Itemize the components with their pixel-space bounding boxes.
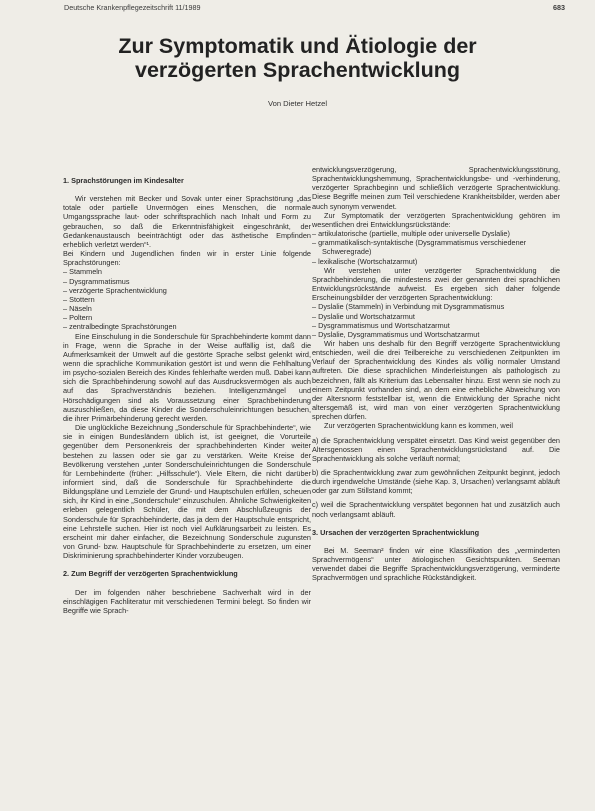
running-head bbox=[64, 3, 565, 15]
list-item: – zentralbedingte Sprachstörungen bbox=[63, 322, 311, 331]
right-column bbox=[312, 165, 560, 583]
list-item: – verzögerte Sprachentwicklung bbox=[63, 286, 311, 295]
section-3-heading: 3. Ursachen der verzögerten Sprachentwicklung bbox=[312, 527, 480, 537]
list-item: – lexikalische (Wortschatzarmut) bbox=[312, 257, 560, 266]
list-item: – artikulatorische (partielle, multiple oder universelle Dyslalie) bbox=[312, 229, 560, 238]
list-item: – Stottern bbox=[63, 295, 311, 304]
list-item: – Dysgrammatismus bbox=[63, 277, 311, 286]
author-byline: Von Dieter Hetzel bbox=[267, 99, 328, 108]
list-item-c: c) weil die Sprachentwicklung verspätet begonnen hat und zusätzlich auch noch verlangsamt abläuft. bbox=[312, 500, 560, 519]
paragraph: Zur verzögerten Sprachentwicklung kann es kommen, weil bbox=[324, 421, 513, 431]
paragraph: Eine Einschulung in die Sonderschule für Sprachbehinderte kommt dann in Frage, wenn die Sprache in der Weise auffällig ist, daß die Aufmerksamkeit der Umwelt auf die gestörte Sprache selbst gelenkt wird, wenn die sprachliche Kommunikation gestört ist und wenn die Fehlhaltung im psycho-sozialen Bereich des Kindes fehlerhafte werden muß. Dabei kann sich die Sprachbehinderung sowohl auf das Ausdrucksvermögen als auch auf das Sprachverständnis beziehen. Intelligenzmängel und Hörschädigungen sind als Voraussetzung einer Sprachbehinderung auszuschließen, da diese Kinder die Sonderschuleinrichtungen besuchen, die ihrer Primärbehinderung gerecht werden. bbox=[63, 331, 311, 423]
title-line-2: verzögerten Sprachentwicklung bbox=[135, 58, 460, 82]
manifestation-list bbox=[312, 302, 560, 339]
article-title bbox=[0, 34, 595, 82]
paragraph: Wir haben uns deshalb für den Begriff verzögerte Sprachentwicklung entschieden, weil die drei Teilbereiche zu verschiedenen Zeitpunkten im Verlauf der Sprachentwicklung des Kindes als völlig normaler Umstand auftreten. Die diese sprachlichen Minderleistungen als pathologisch zu bezeichnen, fällt als Kriterium das Lebensalter hinzu. Erst wenn sie noch zu einem Zeitpunkt vorhanden sind, an dem eine erhebliche Abweichung von der Altersnorm feststellbar ist, wenn die Entwicklung der Sprache nicht altersgemäß ist, wird man von einer verzögerten Sprachentwicklung sprechen dürfen. bbox=[312, 338, 560, 422]
list-item: – Poltern bbox=[63, 313, 311, 322]
symptom-list bbox=[312, 229, 560, 266]
paragraph: Die unglückliche Bezeichnung „Sonderschule für Sprachbehinderte“, wie sie in einigen Bundesländern üblich ist, ist geeignet, die Vorurteile gegenüber dem Personenkreis der sprachbehinderten Kinder weiter bestehen zu lassen oder sie gar zu verstärken. Weite Kreise der Bevölkerung verstehen „unter Sonderschuleinrichtungen die Sonderschule für Lernbehinderte (früher: „Hilfsschule“). Viele Eltern, die nicht darüber informiert sind, daß die Sonderschule für Sprachbehinderte die Bildungspläne und Lernziele der Grund- und Hauptschulen erfüllen, scheuen sich, ihr Kind in eine „Sonderschule“ einzuschulen. Ähnliche Schwierigkeiten erleben gelegentlich Schüler, die mit dem Abschlußzeugnis der Sonderschule für Sprachbehinderte, das ja dem der Hauptschule entspricht, eine Lehrstelle suchen. Hier ist noch viel Aufklärungsarbeit zu leisten. Es erscheint mir daher einfacher, die Bezeichnung Sonderschule zugunsten von Grund- bzw. Hauptschule für Sprachbehinderte zu ersetzen, um einer Diskriminierung sprachbehinderter Kinder vorzubeugen. bbox=[63, 423, 311, 561]
list-item: – Dyslalie (Stammeln) in Verbindung mit Dysgrammatismus bbox=[312, 302, 560, 311]
left-column bbox=[63, 176, 311, 615]
list-item: – Stammeln bbox=[63, 267, 311, 276]
list-item-a: a) die Sprachentwicklung verspätet einsetzt. Das Kind weist gegenüber den Altersgenossen einen Sprachentwicklungsrückstand auf. Die Sprachentwicklung als solche verläuft normal; bbox=[312, 435, 560, 463]
list-item: – grammatikalisch-syntaktische (Dysgrammatismus verschiedener Schweregrade) bbox=[312, 238, 560, 256]
journal-name: Deutsche Krankenpflegezeitschrift 11/1989 bbox=[64, 3, 201, 12]
paragraph: Wir verstehen unter verzögerter Sprachentwicklung die Sprachbehinderung, die mindestens zwei der genannten drei sprachlichen Entwicklungsrückstände aufweist. Es ergeben sich daher folgende Erscheinungsbilder der verzögerten Sprachentwicklung: bbox=[312, 265, 560, 303]
paragraph: entwicklungsverzögerung, Sprachentwicklungsstörung, Sprachentwicklungshemmung, Sprachentwicklungsbe- und -verhinderung, verzögerter Sprachbeginn und schließlich verzögerte Sprachentwicklung. Diese Begriffe meinen zum Teil verschiedene Krankheitsbilder, werden aber auch synonym verwendet. bbox=[312, 165, 560, 211]
paragraph: Bei Kindern und Jugendlichen finden wir in erster Linie folgende Sprachstörungen: bbox=[63, 249, 311, 268]
paragraph: Bei M. Seeman² finden wir eine Klassifikation des „verminderten Sprachvermögens“ unter ätiologischen Gesichtspunkten. Seeman verwendet dabei die Begriffe Sprachentwicklungsverzögerung, verminderte Sprachvermögen und sprachliche Rückständigkeit. bbox=[312, 545, 560, 583]
paragraph: Der im folgenden näher beschriebene Sachverhalt wird in der einschlägigen Fachliteratur mit verschiedenen Termini belegt. So finden wir Begriffe wie Sprach- bbox=[63, 587, 311, 615]
list-item: – Dysgrammatismus und Wortschatzarmut bbox=[312, 321, 560, 330]
section-1-heading: 1. Sprachstörungen im Kindesalter bbox=[63, 176, 184, 185]
speech-disorders-list bbox=[63, 267, 311, 331]
section-2-heading: 2. Zum Begriff der verzögerten Sprachentwicklung bbox=[63, 569, 238, 579]
title-line-1: Zur Symptomatik und Ätiologie der bbox=[118, 34, 477, 58]
page-number: 683 bbox=[553, 3, 565, 12]
paragraph: Wir verstehen mit Becker und Sovak unter einer Sprachstörung „das totale oder partielle Unvermögen eines Menschen, die normale Umgangssprache laut- oder schriftsprachlich nach Inhalt und Form zu gebrauchen, so daß die Erkenntnisfähigkeit eingeschränkt, der Gedankenaustausch beeinträchtigt oder das ästhetische Empfinden erheblich verletzt werden“¹. bbox=[63, 194, 311, 249]
list-item: – Dyslalie, Dysgrammatismus und Wortschatzarmut bbox=[312, 330, 560, 339]
list-item: – Näseln bbox=[63, 304, 311, 313]
list-item-b: b) die Sprachentwicklung zwar zum gewöhnlichen Zeitpunkt beginnt, jedoch durch irgendwelche Umstände (siehe Kap. 3, Ursachen) verlangsamt abläuft oder gar zum Stillstand kommt; bbox=[312, 468, 560, 496]
paragraph: Zur Symptomatik der verzögerten Sprachentwicklung gehören im wesentlichen drei Entwicklungsrückstände: bbox=[312, 210, 560, 229]
list-item: – Dyslalie und Wortschatzarmut bbox=[312, 312, 560, 321]
